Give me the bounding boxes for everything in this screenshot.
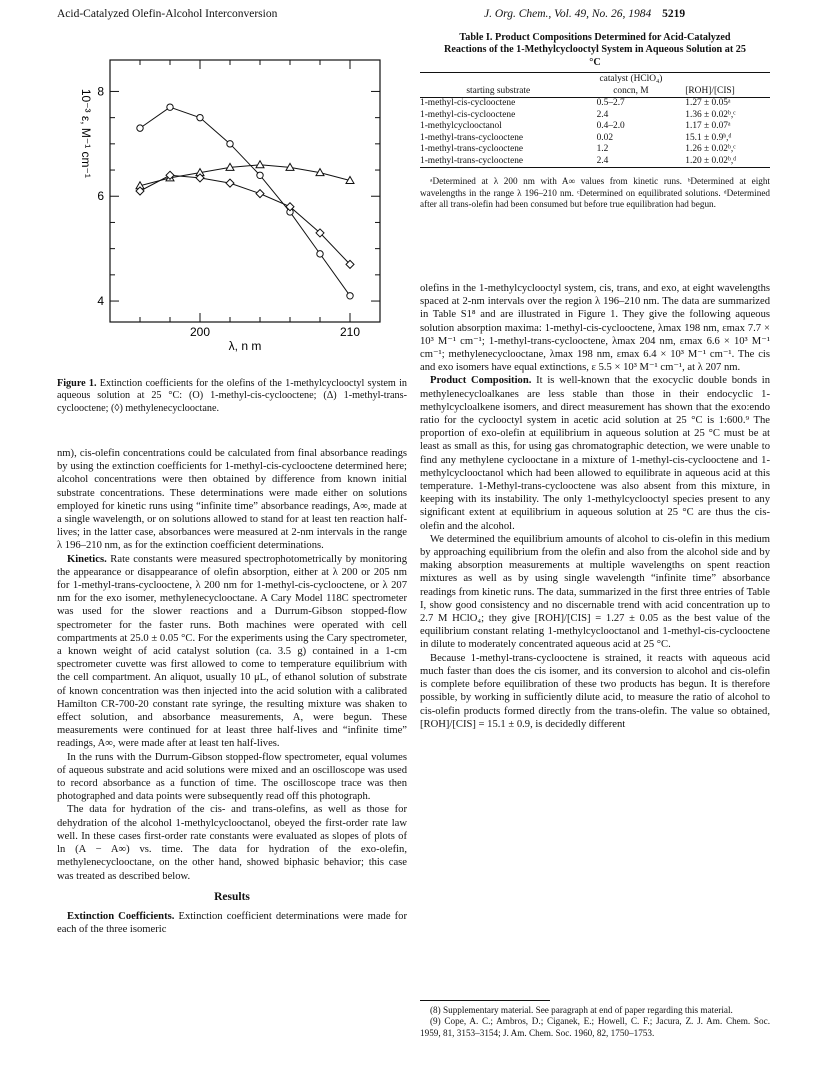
col-header-concn: concn, M (613, 85, 649, 96)
right-paragraph-3: We determined the equilibrium amounts of alcohol to cis-olefin in this medium by approaching equilibrium from the olefin and also from the alcohol side and by making absorption measurements at multiple wavelengths on spent reaction mixtures as well as by using single wavelength “infinite time” absorbance readings from kinetic runs. The data, summarized in the first three entries of Table I, show good consistency and no discernable trend with acid concentration up to 2.7 M HClO₄; they give [ROH]/[CIS] = 1.27 ± 0.05 as the best value of the equilibrium constant relating 1-methylcyclooctanol and 1-methyl-cis-cyclooctene in dilute to moderately concentrated aqueous acid at 25 °C. (420, 533, 770, 651)
cell-ratio: 1.26 ± 0.02ᵇ,ᶜ (685, 144, 736, 155)
y-tick-label: 4 (97, 294, 104, 309)
cell-substrate: 1-methyl-cis-cyclooctene (420, 109, 516, 120)
left-paragraph-3: In the runs with the Durrum-Gibson stopped-flow spectrometer, equal volumes of aqueous substrate and acid solutions were mixed and an oscilloscope was used to record absorbance as a function of time. The oscilloscope trace was then photographed and data points were subsequently read off this photograph. (57, 751, 407, 803)
cell-concn: 0.4–2.0 (596, 121, 625, 132)
product-composition-heading: Product Composition. (430, 375, 532, 387)
running-header-right (484, 8, 685, 20)
cell-concn: 0.5–2.7 (596, 98, 625, 109)
figure-caption (57, 378, 407, 415)
extinction-heading: Extinction Coefficients. (67, 910, 175, 922)
data-point-circle (167, 104, 173, 110)
y-axis-label: 10⁻³ ε, M⁻¹ cm⁻¹ (79, 88, 93, 178)
cell-concn: 1.2 (596, 144, 609, 155)
left-paragraph-kinetics (57, 553, 407, 751)
cell-ratio: 1.27 ± 0.05ᵃ (685, 98, 731, 109)
figure-1 (70, 52, 400, 372)
data-point-circle (227, 141, 233, 147)
data-point-triangle (256, 161, 264, 168)
figure-caption-text: Extinction coefficients for the olefins of the 1-methylcyclooctyl system in aqueous solution at 25 °C: (O) 1-methyl-cis-cyclooctene; (Δ) 1-methyl-trans-cyclooctene; (◊) methylenecyclooctane. (57, 378, 407, 414)
cell-substrate: 1-methylcyclooctanol (420, 121, 502, 132)
table-1 (420, 32, 770, 210)
kinetics-text: Rate constants were measured spectrophotometrically by monitoring the appearance or disappearance of olefin absorption, either at λ 200 or 205 nm for 1-methyl-trans-cyclooctene, λ 200 nm for 1-methyl-cis-cyclooctene, or λ 207 nm for the exo isomer, methylenecyclooctane. A Cary Model 118C spectrometer was used for the slower reactions and a Durrum-Gibson stopped-flow spectrometer for the faster runs. Both machines were operated with cell compartments at 25.0 ± 0.05 °C. For the experiments using the Cary spectrometer, a known weight of acid catalyst solution (ca. 3.5 g) contained in a 1-cm spectrometer cuvette was first allowed to come to temperature equilibrium with the cell compartment. An aliquot, usually 10 μL, of ethanol solution of substrate of known concentration was then injected into the acid solution with a calibrated Hamilton CR-700-20 constant rate syringe, the resulting mixture was shaken to effect solution, and absorbance measurements, A, were begun. These measurements were continued for at least three half-lives and “infinite time” readings, A∞, were made after at least ten half-lives. (57, 553, 407, 750)
cell-concn: 2.4 (596, 109, 609, 120)
cell-substrate: 1-methyl-trans-cyclooctene (420, 144, 524, 155)
cell-ratio: 1.20 ± 0.02ᵇ,ᵈ (685, 155, 737, 166)
extinction-text: Extinction coefficient determinations were made for each of the three isomeric (57, 910, 407, 936)
right-paragraph-product (420, 374, 770, 532)
results-heading: Results (214, 890, 250, 903)
running-header-left: Acid-Catalyzed Olefin-Alcohol Interconversion (57, 8, 278, 20)
kinetics-heading: Kinetics. (67, 553, 107, 565)
data-point-diamond (256, 190, 264, 198)
table-bottom-rule (420, 167, 770, 168)
right-paragraph-1: olefins in the 1-methylcyclooctyl system, cis, trans, and exo, at eight wavelengths spaced at 2-nm intervals over the region λ 196–210 nm. The data are summarized in Table S1⁸ and are illustrated in Figure 1. They give the following aqueous solution absorption maxima: 1-methyl-cis-cyclooctene, λmax 198 nm, εmax 7.7 × 10³ M⁻¹ cm⁻¹; 1-methyl-trans-cyclooctene, λmax 204 nm, εmax 6.6 × 10³ M⁻¹ cm⁻¹; methylenecyclooctane, λmax 198 nm, εmax 6.4 × 10³ M⁻¹ cm⁻¹. The cis and exo isomers have equal extinctions, ε 5.5 × 10³ M⁻¹ cm⁻¹, at λ 207 nm. (420, 283, 770, 374)
references (420, 1000, 770, 1039)
cell-ratio: 1.17 ± 0.07ᵃ (685, 121, 731, 132)
table-footnotes: ᵃDetermined at λ 200 nm with A∞ values from kinetic runs. ᵇDetermined at eight wavelengths in the range λ 196–210 nm. ᶜDetermined on equilibrated solutions. ᵈDetermined after all trans-olefin had been consumed but before true equilibration had begun. (420, 176, 770, 210)
product-composition-text: It is well-known that the exocyclic double bonds in methylenecycloalkanes are less stable than those in their endocyclic 1-methylcycloalkene isomers, and direct measurement has shown that the exo:endo ratio for the cyclooctyl system in acetic acid solution at 25 °C is 1:600.⁹ The proportion of exo-olefin at equilibrium in aqueous solution at 25 °C must be at least as small as this, for using gas chromatographic detection, we were unable to find any methylene cyclooctane in a mixture of 1-methyl-cis-cyclooctene and 1-methylcyclooctanol which had been allowed to equilibrate in aqueous acid at this temperature. 1-Methyl-trans-cyclooctene was also absent from this mixture, in keeping with its instability. The only 1-methylcyclooctyl species present to any significant extent at equilibrium in aqueous solution at 25 °C are thus the cis-olefin and the alcohol. (420, 375, 770, 532)
table-row (420, 110, 770, 122)
cell-ratio: 1.36 ± 0.02ᵇ,ᶜ (685, 109, 736, 120)
x-tick-label: 210 (339, 325, 361, 339)
page-number: 5219 (662, 8, 686, 20)
data-point-circle (317, 251, 323, 257)
left-paragraph-4: The data for hydration of the cis- and trans-olefins, as well as those for dehydration of the alcohol 1-methylcyclooctanol, obeyed the first-order rate law well. In these cases first-order rate constants were evaluated as slopes of plots of ln (A − A∞) vs. time. The data for hydration of the exo-olefin, methylenecyclooctane, on the other hand, showed biphasic behavior; this case was treated as described below. (57, 804, 407, 882)
cell-ratio: 15.1 ± 0.9ᵇ,ᵈ (685, 132, 732, 143)
data-point-circle (137, 125, 143, 131)
references-rule (420, 1000, 550, 1001)
left-column (57, 447, 407, 936)
right-paragraph-4: Because 1-methyl-trans-cyclooctene is strained, it reacts with aqueous acid much faster than does the cis isomer, and its conversion to alcohol and cis-olefin is complete before equilibration of these two products has begun. It is therefore possible, by working in sufficiently dilute acid, to measure the ratio of alcohol to cis-olefin products formed directly from the trans-olefin. The value so obtained, [ROH]/[CIS] = 15.1 ± 0.9, is decidedly different (420, 652, 770, 730)
data-point-diamond (226, 179, 234, 187)
table-row (420, 98, 770, 110)
table-row (420, 121, 770, 133)
col-header-ratio: [ROH]/[CIS] (685, 85, 735, 96)
left-paragraph-1: nm), cis-olefin concentrations could be calculated from final absorbance readings by using the extinction coefficients for 1-methyl-cis-cyclooctene determined here; alcohol concentrations were then obtained by difference from known initial substrate concentrations. These determinations were made either on solutions employed for kinetic runs using “infinite time” absorbance readings, A∞, made at a single wavelength, or on solutions allowed to stand for at least ten reaction half-lives; in the latter case, absorbances were measured at 2-nm intervals in the range λ 196–210 nm, as for the extinction coefficient determinations. (57, 448, 407, 552)
right-column (420, 282, 770, 731)
cell-substrate: 1-methyl-trans-cyclooctene (420, 155, 524, 166)
table-top-rule (420, 72, 770, 73)
table-title: Table I. Product Compositions Determined for Acid-Catalyzed Reactions of the 1-Methylcyclooctyl System in Aqueous Solution at 25 °C (444, 32, 746, 68)
extinction-chart (70, 52, 400, 372)
data-point-circle (197, 114, 203, 120)
cell-concn: 2.4 (596, 155, 609, 166)
cell-concn: 0.02 (596, 132, 614, 143)
table-row (420, 144, 770, 156)
y-tick-label: 8 (97, 84, 104, 99)
y-tick-label: 6 (97, 189, 104, 204)
col-header-catalyst: catalyst (HClO₄) (599, 74, 663, 85)
data-point-circle (347, 293, 353, 299)
reference-9: (9) Cope, A. C.; Ambros, D.; Ciganek, E.; Howell, C. F.; Jacura, Z. J. Am. Chem. Soc. 1959, 81, 3153–3154; J. Am. Chem. Soc. 1960, 82, 1750–1753. (420, 1016, 770, 1038)
data-point-circle (257, 172, 263, 178)
x-tick-label: 200 (189, 325, 211, 339)
series-line-circle (140, 107, 350, 296)
cell-substrate: 1-methyl-cis-cyclooctene (420, 98, 516, 109)
col-header-substrate: starting substrate (466, 85, 531, 96)
table-row (420, 133, 770, 145)
x-axis-label: λ, n m (228, 339, 262, 353)
left-paragraph-extinction (57, 910, 407, 936)
product-table (420, 74, 770, 167)
table-row (420, 156, 770, 168)
plot-frame (110, 60, 380, 322)
cell-substrate: 1-methyl-trans-cyclooctene (420, 132, 524, 143)
reference-8: (8) Supplementary material. See paragraph at end of paper regarding this material. (430, 1005, 733, 1015)
journal-citation: J. Org. Chem., Vol. 49, No. 26, 1984 (484, 8, 652, 20)
figure-caption-label: Figure 1. (57, 378, 97, 389)
